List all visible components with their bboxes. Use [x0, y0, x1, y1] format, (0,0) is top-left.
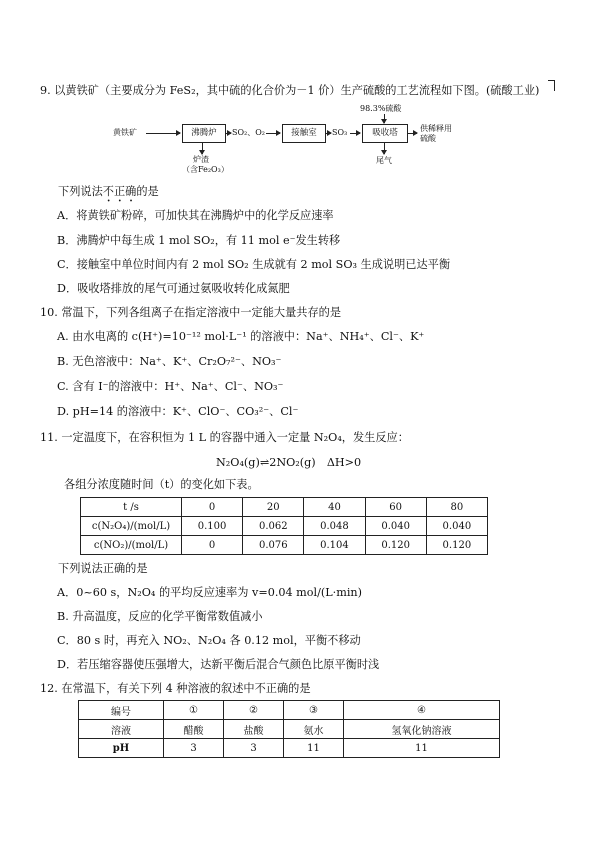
- flow-gas2-label: SO₃: [332, 128, 348, 137]
- flow-absorber-box: 吸收塔: [362, 124, 408, 143]
- flow-product-label: 供稀释用硫酸: [420, 124, 452, 143]
- table-header-cell: 60: [365, 498, 426, 517]
- q9-prompt: [58, 185, 159, 205]
- q9-option-c: C．接触室中单位时间内有 2 mol SO₂ 生成就有 2 mol SO₃ 生成说明已达平衡: [57, 258, 451, 271]
- table-header-cell: ①: [164, 701, 224, 720]
- flow-slag-note: （含Fe₂O₃）: [182, 165, 229, 174]
- q10-option-a: A. 由水电离的 c(H⁺)=10⁻¹² mol·L⁻¹ 的溶液中：Na⁺、NH₄⁺、Cl⁻、K⁺: [57, 330, 425, 343]
- table-row: [79, 739, 500, 758]
- table-header-row: [79, 701, 500, 720]
- table-header-cell: 20: [243, 498, 304, 517]
- flow-slag-label: 炉渣: [193, 155, 209, 164]
- table-cell: 3: [164, 739, 224, 758]
- q11-option-a: A．0~60 s，N₂O₄ 的平均反应速率为 v=0.04 mol/(L·min): [57, 586, 362, 599]
- flow-raw-label: 黄铁矿: [113, 128, 137, 137]
- q11-concentration-table: [80, 497, 488, 555]
- table-row: [81, 536, 488, 555]
- table-cell: pH: [79, 739, 164, 758]
- flow-arrow-2b: [266, 133, 280, 134]
- table-cell: 3: [224, 739, 284, 758]
- table-cell: 溶液: [79, 720, 164, 739]
- table-cell: 0: [182, 536, 243, 555]
- table-cell: 0.120: [426, 536, 487, 555]
- table-row: [81, 517, 488, 536]
- table-cell: 盐酸: [224, 720, 284, 739]
- q10-option-d: D. pH=14 的溶液中：K⁺、ClO⁻、CO₃²⁻、Cl⁻: [57, 405, 299, 418]
- table-cell: c(N₂O₄)/(mol/L): [81, 517, 182, 536]
- flow-arrow-3b: [350, 133, 360, 134]
- flow-furnace-box: 沸腾炉: [182, 124, 226, 143]
- table-cell: 0.120: [365, 536, 426, 555]
- q9-stem: 9. 以黄铁矿（主要成分为 FeS₂，其中硫的化合价为－1 价）生产硫酸的工艺流程如下图。(硫酸工业): [40, 84, 540, 97]
- table-cell: 0.048: [304, 517, 365, 536]
- q10-option-b: B. 无色溶液中：Na⁺、K⁺、Cr₂O₇²⁻、NO₃⁻: [57, 355, 282, 368]
- table-header-cell: ②: [224, 701, 284, 720]
- table-header-cell: t /s: [81, 498, 182, 517]
- q11-equation: N₂O₄(g)⇌2NO₂(g) ΔH>0: [216, 456, 362, 469]
- flow-arrow-1: [146, 133, 180, 134]
- table-cell: 11: [344, 739, 500, 758]
- table-header-cell: ③: [284, 701, 344, 720]
- q11-table-intro: 各组分浓度随时间（t）的变化如下表。: [64, 478, 259, 491]
- table-cell: 11: [284, 739, 344, 758]
- q12-solutions-table: [78, 700, 500, 758]
- q11-option-d: D．若压缩容器使压强增大，达新平衡后混合气颜色比原平衡时浅: [57, 658, 380, 671]
- flow-gas1-label: SO₂、O₂: [232, 128, 266, 137]
- table-cell: 氢氧化钠溶液: [344, 720, 500, 739]
- flow-arrow-product: [407, 133, 417, 134]
- flow-arrow-2a: [225, 133, 231, 134]
- table-cell: 0.040: [365, 517, 426, 536]
- flow-acid-in-label: 98.3%硫酸: [360, 104, 402, 113]
- table-header-cell: ④: [344, 701, 500, 720]
- q10-stem: 10. 常温下，下列各组离子在指定溶液中一定能大量共存的是: [40, 306, 342, 319]
- flow-tail-label: 尾气: [376, 156, 392, 165]
- q9-option-b: B．沸腾炉中每生成 1 mol SO₂，有 11 mol e⁻发生转移: [57, 234, 341, 247]
- flow-arrow-3a: [325, 133, 331, 134]
- q11-option-b: B. 升高温度，反应的化学平衡常数值减小: [57, 610, 263, 623]
- table-cell: 醋酸: [164, 720, 224, 739]
- q9-prompt-suffix: 的是: [136, 185, 159, 198]
- flow-arrow-slag: [202, 142, 203, 154]
- table-cell: 0.040: [426, 517, 487, 536]
- q9-prompt-prefix: 下列说法: [58, 185, 103, 198]
- q9-corner-mark: [548, 80, 555, 91]
- q11-prompt: 下列说法正确的是: [58, 562, 148, 575]
- table-header-cell: 40: [304, 498, 365, 517]
- table-cell: c(NO₂)/(mol/L): [81, 536, 182, 555]
- table-header-cell: 0: [182, 498, 243, 517]
- flow-arrow-tail: [384, 142, 385, 154]
- q9-option-a: A．将黄铁矿粉碎，可加快其在沸腾炉中的化学反应速率: [57, 209, 334, 222]
- table-header-cell: 编号: [79, 701, 164, 720]
- table-row: [79, 720, 500, 739]
- q9-option-d: D．吸收塔排放的尾气可通过氨吸收转化成氮肥: [57, 282, 290, 295]
- q11-stem: 11. 一定温度下，在容积恒为 1 L 的容器中通入一定量 N₂O₄，发生反应：: [40, 431, 409, 444]
- table-cell: 0.104: [304, 536, 365, 555]
- table-header-row: [81, 498, 488, 517]
- q12-stem: 12. 在常温下，有关下列 4 种溶液的叙述中不正确的是: [40, 682, 311, 695]
- table-cell: 氨水: [284, 720, 344, 739]
- q9-prompt-emphasis: 不正确: [102, 185, 137, 198]
- flow-contact-box: 接触室: [282, 124, 326, 143]
- table-header-cell: 80: [426, 498, 487, 517]
- q10-option-c: C. 含有 I⁻的溶液中：H⁺、Na⁺、Cl⁻、NO₃⁻: [57, 380, 284, 393]
- table-cell: 0.076: [243, 536, 304, 555]
- table-cell: 0.100: [182, 517, 243, 536]
- flow-arrow-acid-in: [384, 114, 385, 123]
- q11-option-c: C．80 s 时，再充入 NO₂、N₂O₄ 各 0.12 mol，平衡不移动: [57, 634, 361, 647]
- table-cell: 0.062: [243, 517, 304, 536]
